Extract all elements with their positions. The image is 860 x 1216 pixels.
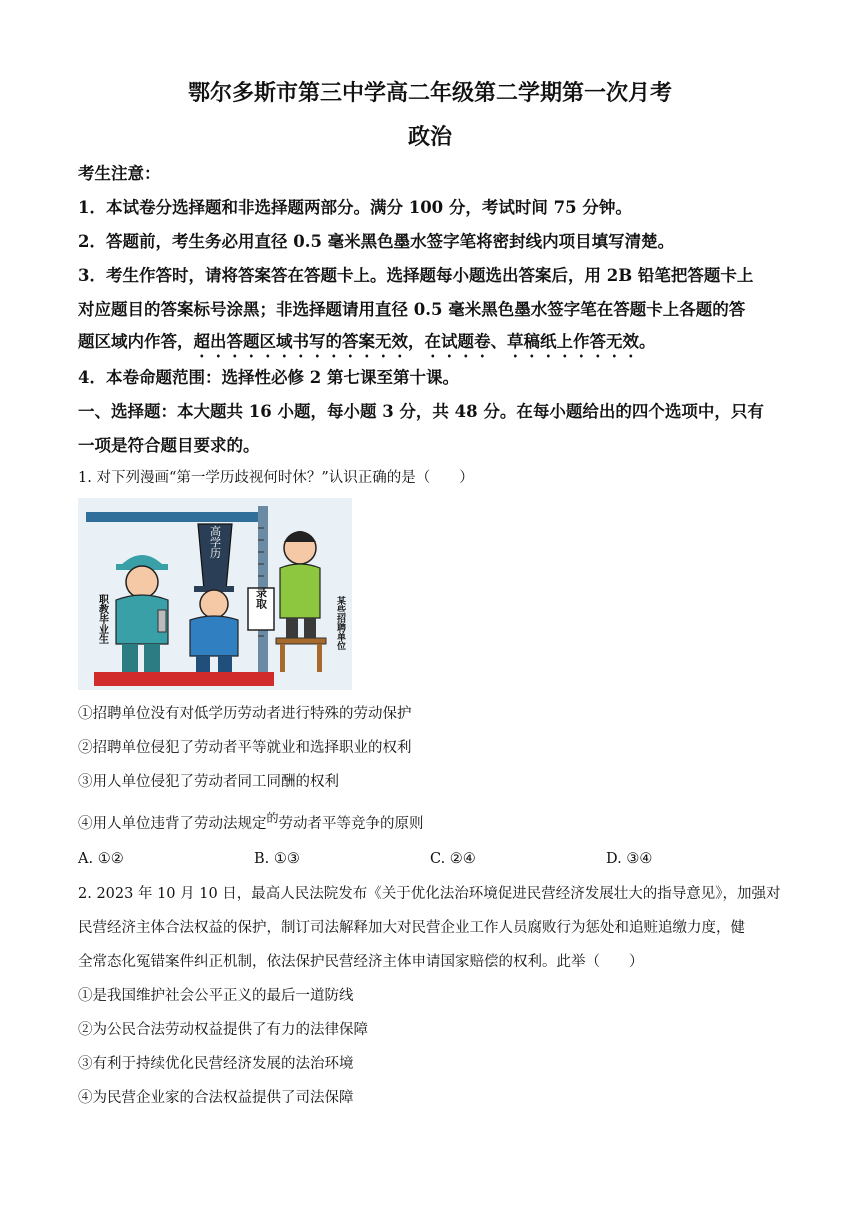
q2-stem-line-2: 民营经济主体合法权益的保护，制订司法解释加大对民营企业工作人员腐败行为惩处和追赃追缴力度，健 [78, 920, 745, 936]
notice-text: ， [408, 332, 425, 351]
notice-item-4: 4．本卷命题范围：选择性必修 2 第七课至第十课。 [78, 368, 459, 387]
cartoon-illustration [78, 498, 352, 690]
statement-superscript: 的 [266, 811, 279, 825]
q1-option-c: C. ②④ [430, 851, 476, 867]
emphasized-text: 在试题卷、草稿纸上作答无效 [424, 332, 639, 351]
exam-subject: 政治 [407, 124, 452, 150]
q2-stem-line-1: 2. 2023 年 10 月 10 日，最高人民法院发布《关于优化法治环境促进民营经济发展壮大的指导意见》，加强对 [78, 886, 781, 902]
notice-heading: 考生注意： [78, 164, 161, 183]
q1-statement-3: ③用人单位侵犯了劳动者同工同酬的权利 [78, 774, 339, 790]
q1-option-d: D. ③④ [606, 851, 653, 867]
q1-statement-2: ②招聘单位侵犯了劳动者平等就业和选择职业的权利 [78, 740, 412, 756]
section-1-intro-line-2: 一项是符合题目要求的。 [78, 436, 260, 455]
q2-statement-3: ③有利于持续优化民营经济发展的法治环境 [78, 1056, 354, 1072]
q1-stem: 1. 对下列漫画“第一学历歧视何时休？”认识正确的是（ ） [78, 470, 474, 486]
statement-text: ④用人单位违背了劳动法规定 [78, 816, 267, 832]
notice-item-3-line-1: 3．考生作答时，请将答案答在答题卡上。选择题每小题选出答案后，用 2B 铅笔把答题卡上 [78, 266, 754, 285]
notice-item-3-line-3 [78, 330, 788, 361]
emphasized-text: 超出答题区域书写的答案无效 [193, 332, 408, 351]
q1-option-a: A. ①② [78, 851, 124, 867]
q2-stem-line-3: 全常态化冤错案件纠正机制，依法保护民营经济主体申请国家赔偿的权利。此举（ ） [78, 954, 644, 970]
notice-item-1: 1．本试卷分选择题和非选择题两部分。满分 100 分，考试时间 75 分钟。 [78, 198, 632, 217]
hat-label: 高学历 [208, 525, 222, 559]
q2-statement-1: ①是我国维护社会公平正义的最后一道防线 [78, 988, 354, 1004]
admission-card-label: 录取 [254, 587, 268, 609]
statement-text: 劳动者平等竞争的原则 [278, 816, 424, 832]
notice-item-3-line-2: 对应题目的答案标号涂黑；非选择题请用直径 0.5 毫米黑色墨水签字笔在答题卡上各题的答 [78, 300, 746, 319]
notice-text: 。 [639, 332, 656, 351]
right-label: 某些招聘单位 [335, 596, 345, 650]
section-1-intro-line-1: 一、选择题：本大题共 16 小题，每小题 3 分，共 48 分。在每小题给出的四个选项中，只有 [78, 402, 764, 421]
q1-option-b: B. ①③ [254, 851, 300, 867]
q1-statement-4 [78, 812, 788, 836]
left-label: 职教毕业生 [96, 594, 108, 644]
notice-text: 题区域内作答， [78, 332, 194, 351]
q2-statement-4: ④为民营企业家的合法权益提供了司法保障 [78, 1090, 354, 1106]
exam-title: 鄂尔多斯市第三中学高二年级第二学期第一次月考 [187, 80, 672, 106]
notice-item-2: 2．答题前，考生务必用直径 0.5 毫米黑色墨水签字笔将密封线内项目填写清楚。 [78, 232, 675, 251]
q1-statement-1: ①招聘单位没有对低学历劳动者进行特殊的劳动保护 [78, 706, 412, 722]
q2-statement-2: ②为公民合法劳动权益提供了有力的法律保障 [78, 1022, 368, 1038]
